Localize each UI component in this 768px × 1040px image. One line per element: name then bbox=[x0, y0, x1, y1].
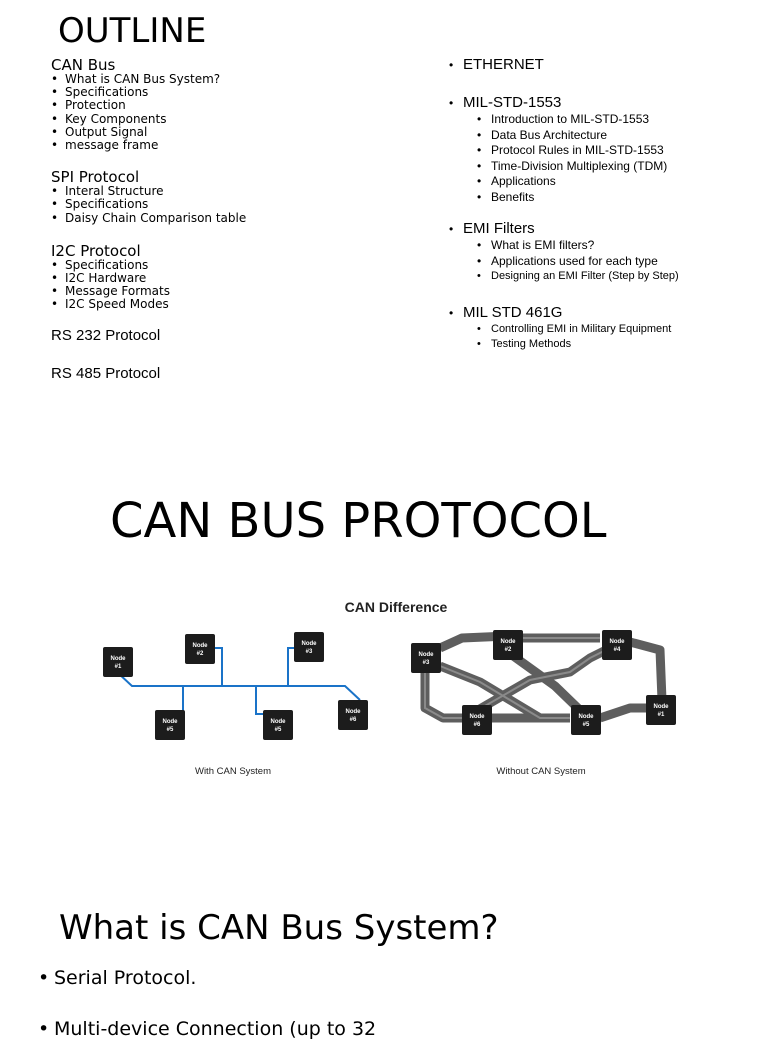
emi-list bbox=[477, 238, 759, 285]
without-can-node-box bbox=[646, 695, 676, 725]
without-can-node bbox=[571, 705, 601, 735]
without-can-node bbox=[646, 695, 676, 725]
with-can-node-box bbox=[294, 632, 324, 662]
milstd461g-heading: • MIL STD 461G bbox=[449, 305, 759, 320]
outline-right-column bbox=[449, 57, 759, 353]
without-can-node-box bbox=[571, 705, 601, 735]
list-item: • Protocol Rules in MIL-STD-1553 bbox=[477, 143, 759, 159]
outline-title: OUTLINE bbox=[58, 11, 207, 51]
bus-branch-5a bbox=[175, 686, 183, 712]
without-can-node-word: Node bbox=[469, 714, 485, 720]
diagram-heading: CAN Difference bbox=[344, 599, 448, 615]
list-item: • I2C Speed Modes bbox=[51, 298, 411, 311]
i2c-heading: I2C Protocol bbox=[51, 241, 141, 260]
without-can-node bbox=[411, 643, 441, 673]
with-can-node-word: Node bbox=[270, 719, 286, 725]
list-item: • message frame bbox=[51, 139, 411, 152]
with-can-node-number: #3 bbox=[305, 649, 313, 655]
can-difference-diagram bbox=[0, 590, 768, 790]
mesh-wire bbox=[600, 708, 650, 718]
without-can-node-word: Node bbox=[578, 714, 594, 720]
list-item: • Interal Structure bbox=[51, 185, 411, 198]
without-can-node-box bbox=[411, 643, 441, 673]
list-item: • Applications used for each type bbox=[477, 254, 759, 270]
milstd461g-list bbox=[477, 322, 759, 353]
without-can-node-word: Node bbox=[500, 639, 516, 645]
with-can-node-word: Node bbox=[301, 641, 317, 647]
without-can-node bbox=[493, 630, 523, 660]
emi-heading: • EMI Filters bbox=[449, 221, 759, 236]
with-can-node-box bbox=[185, 634, 215, 664]
without-can-node-box bbox=[493, 630, 523, 660]
rs485-heading: RS 485 Protocol bbox=[51, 364, 161, 382]
with-can-node-number: #6 bbox=[349, 717, 357, 723]
with-can-node bbox=[263, 710, 293, 740]
list-item: • Introduction to MIL-STD-1553 bbox=[477, 112, 759, 128]
outline-left-column bbox=[51, 58, 411, 381]
with-can-node-box bbox=[338, 700, 368, 730]
list-item: • Protection bbox=[51, 99, 411, 112]
with-can-node-box bbox=[103, 647, 133, 677]
with-can-node bbox=[185, 634, 215, 664]
without-can-node-box bbox=[462, 705, 492, 735]
can-bus-heading: CAN Bus bbox=[51, 56, 116, 74]
list-item: • Output Signal bbox=[51, 126, 411, 139]
list-item: • What is CAN Bus System? bbox=[51, 73, 411, 86]
with-can-node-box bbox=[263, 710, 293, 740]
list-item: • Daisy Chain Comparison table bbox=[51, 212, 411, 225]
rs232-heading: RS 232 Protocol bbox=[51, 326, 161, 344]
without-can-node-word: Node bbox=[418, 652, 434, 658]
without-can-node-word: Node bbox=[653, 704, 669, 710]
without-can-node-number: #3 bbox=[422, 660, 430, 666]
with-can-node-word: Node bbox=[162, 719, 178, 725]
list-item: • Designing an EMI Filter (Step by Step) bbox=[477, 269, 759, 285]
list-item: • Benefits bbox=[477, 190, 759, 206]
what-is-bullet-2: • Multi-device Connection (up to 32 bbox=[38, 1020, 768, 1039]
spi-list bbox=[51, 185, 411, 225]
list-item: • Message Formats bbox=[51, 285, 411, 298]
bus-main-line bbox=[118, 673, 360, 700]
mesh-wire bbox=[630, 642, 662, 700]
with-can-node-box bbox=[155, 710, 185, 740]
left-caption: With CAN System bbox=[194, 766, 272, 777]
can-protocol-title: CAN BUS PROTOCOL bbox=[110, 493, 607, 549]
with-can-node bbox=[294, 632, 324, 662]
without-can-node-word: Node bbox=[609, 639, 625, 645]
list-item: • Specifications bbox=[51, 198, 411, 211]
what-is-bullet-1: • Serial Protocol. bbox=[38, 969, 768, 988]
without-can-node-number: #6 bbox=[473, 722, 481, 728]
with-can-node-number: #1 bbox=[114, 664, 122, 670]
i2c-list bbox=[51, 259, 411, 312]
list-item: • Data Bus Architecture bbox=[477, 128, 759, 144]
list-item: • Applications bbox=[477, 174, 759, 190]
list-item: • Specifications bbox=[51, 259, 411, 272]
with-can-node bbox=[155, 710, 185, 740]
spi-heading: SPI Protocol bbox=[51, 168, 140, 187]
list-item: • Time-Division Multiplexing (TDM) bbox=[477, 159, 759, 175]
with-can-node-word: Node bbox=[345, 709, 361, 715]
list-item: • Testing Methods bbox=[477, 337, 759, 353]
without-can-node bbox=[602, 630, 632, 660]
without-can-node-number: #1 bbox=[657, 712, 665, 718]
with-can-node bbox=[338, 700, 368, 730]
bus-branch-5b bbox=[256, 686, 272, 714]
with-can-node bbox=[103, 647, 133, 677]
milstd1553-heading: • MIL-STD-1553 bbox=[449, 95, 759, 110]
list-item: • Controlling EMI in Military Equipment bbox=[477, 322, 759, 338]
with-can-node-word: Node bbox=[110, 656, 126, 662]
with-can-node-number: #5 bbox=[274, 727, 282, 733]
without-can-node bbox=[462, 705, 492, 735]
without-can-node-number: #2 bbox=[504, 647, 512, 653]
without-can-node-number: #5 bbox=[582, 722, 590, 728]
without-can-node-box bbox=[602, 630, 632, 660]
list-item: • I2C Hardware bbox=[51, 272, 411, 285]
with-can-node-number: #2 bbox=[196, 651, 204, 657]
milstd1553-list bbox=[477, 112, 759, 205]
with-can-node-word: Node bbox=[192, 643, 208, 649]
ethernet-heading: • ETHERNET bbox=[449, 57, 759, 72]
list-item: • Key Components bbox=[51, 113, 411, 126]
list-item: • What is EMI filters? bbox=[477, 238, 759, 254]
without-can-node-number: #4 bbox=[613, 647, 621, 653]
right-caption: Without CAN System bbox=[496, 766, 586, 777]
what-is-title: What is CAN Bus System? bbox=[59, 908, 499, 948]
list-item: • Specifications bbox=[51, 86, 411, 99]
with-can-node-number: #5 bbox=[166, 727, 174, 733]
can-bus-list bbox=[51, 73, 411, 152]
